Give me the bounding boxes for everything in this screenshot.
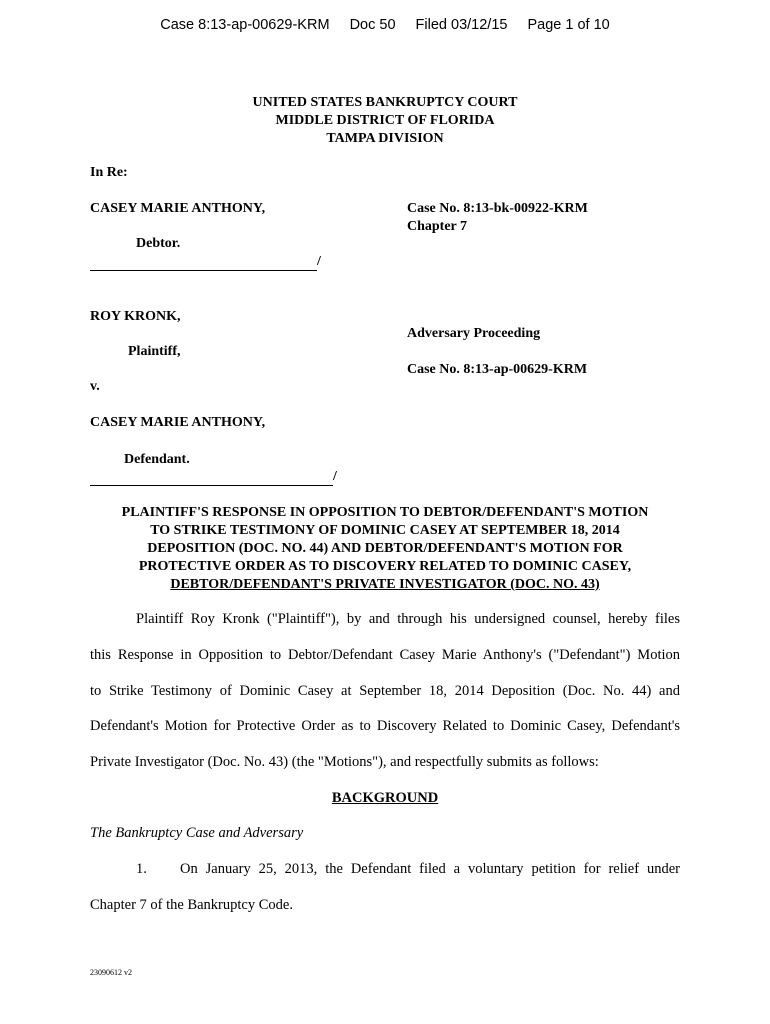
intro-line-3: to Strike Testimony of Dominic Casey at September 18, 2014 Deposition (Doc. No. 44) and (90, 683, 680, 699)
caption-rule-2 (90, 469, 337, 486)
bk-case-number: Case No. 8:13-bk-00922-KRM (407, 201, 588, 216)
intro-line-5: Private Investigator (Doc. No. 43) (the "Motions"), and respectfully submits as follows: (90, 754, 599, 770)
debtor-label: Debtor. (136, 236, 181, 251)
header-case-number: Case 8:13-ap-00629-KRM (160, 17, 330, 33)
subsection-heading: The Bankruptcy Case and Adversary (90, 825, 304, 841)
court-heading (0, 94, 770, 148)
filing-header (0, 17, 770, 33)
caption-slash: / (317, 254, 321, 269)
defendant-label: Defendant. (124, 452, 190, 467)
intro-line-1: Plaintiff Roy Kronk ("Plaintiff"), by and through his undersigned counsel, hereby files (136, 611, 680, 627)
debtor-name: CASEY MARIE ANTHONY, (90, 201, 266, 216)
court-division: TAMPA DIVISION (326, 131, 444, 146)
chapter-label: Chapter 7 (407, 219, 468, 234)
caption-slash: / (333, 469, 337, 484)
title-line: DEBTOR/DEFENDANT'S PRIVATE INVESTIGATOR (DOC. NO. 43) (170, 577, 600, 592)
signature-line (90, 469, 333, 486)
intro-line-2: this Response in Opposition to Debtor/Defendant Casey Marie Anthony's ("Defendant") Motion (90, 647, 680, 663)
court-district: MIDDLE DISTRICT OF FLORIDA (275, 113, 495, 128)
header-filed-date: Filed 03/12/15 (415, 17, 508, 33)
in-re-label: In Re: (90, 165, 128, 180)
paragraph-1-line-2: Chapter 7 of the Bankruptcy Code. (90, 897, 293, 913)
header-doc-number: Doc 50 (349, 17, 396, 33)
versus-label: v. (90, 379, 100, 394)
court-name: UNITED STATES BANKRUPTCY COURT (252, 95, 518, 110)
paragraph-1-line-1: On January 25, 2013, the Defendant filed a voluntary petition for relief under (180, 861, 680, 877)
header-page-count: Page 1 of 10 (527, 17, 610, 33)
paragraph-number: 1. (136, 861, 147, 877)
plaintiff-label: Plaintiff, (128, 344, 181, 359)
defendant-name: CASEY MARIE ANTHONY, (90, 415, 266, 430)
caption-rule-1 (90, 254, 321, 271)
title-line: DEPOSITION (DOC. NO. 44) AND DEBTOR/DEFENDANT'S MOTION FOR (147, 541, 623, 556)
intro-line-4: Defendant's Motion for Protective Order as to Discovery Related to Dominic Casey, Defendant's (90, 718, 680, 734)
section-heading-background: BACKGROUND (331, 790, 439, 806)
title-line: TO STRIKE TESTIMONY OF DOMINIC CASEY AT SEPTEMBER 18, 2014 (150, 523, 620, 538)
adv-case-number: Case No. 8:13-ap-00629-KRM (407, 362, 588, 377)
document-title (90, 504, 680, 594)
plaintiff-name: ROY KRONK, (90, 309, 181, 324)
adversary-proceeding-label: Adversary Proceeding (407, 326, 541, 341)
document-id-footer: 23090612 v2 (90, 968, 132, 977)
title-line: PLAINTIFF'S RESPONSE IN OPPOSITION TO DEBTOR/DEFENDANT'S MOTION (121, 505, 649, 520)
signature-line (90, 254, 317, 271)
title-line: PROTECTIVE ORDER AS TO DISCOVERY RELATED TO DOMINIC CASEY, (138, 559, 632, 574)
